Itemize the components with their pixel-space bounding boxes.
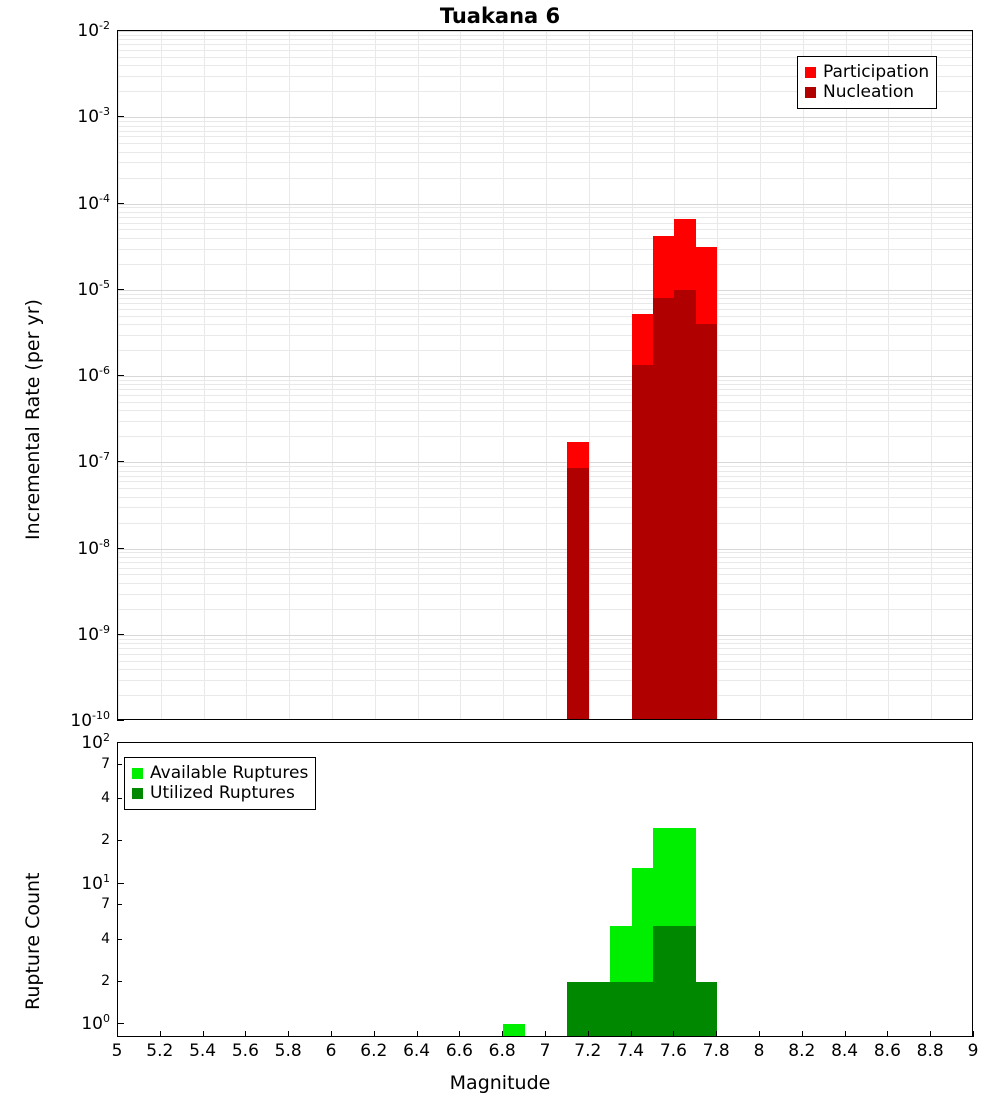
bar-available xyxy=(503,1024,524,1037)
x-axis-tick xyxy=(117,1031,118,1037)
y-axis-tick xyxy=(117,904,122,905)
grid-line-horizontal xyxy=(118,488,972,489)
y-axis-tick xyxy=(117,883,124,884)
bottom-y-axis-label: Rupture Count xyxy=(22,872,44,1010)
x-axis-tick xyxy=(417,1031,418,1037)
x-axis-tick xyxy=(802,1031,803,1037)
y-axis-tick-label: 2 xyxy=(101,973,110,990)
y-axis-tick-label: 4 xyxy=(101,930,110,947)
grid-line-horizontal xyxy=(118,217,972,218)
x-axis-tick xyxy=(288,1031,289,1037)
y-axis-tick-label: $10^{-4}$ xyxy=(77,191,110,214)
x-axis-tick xyxy=(631,1031,632,1037)
x-axis-tick-label: 7.8 xyxy=(702,1041,730,1061)
grid-line-horizontal xyxy=(118,635,972,636)
x-axis-tick-label: 6.4 xyxy=(403,1041,431,1061)
x-axis-tick-label: 8 xyxy=(753,1041,765,1061)
grid-line-vertical xyxy=(246,31,247,719)
x-axis-tick xyxy=(203,1031,204,1037)
grid-line-horizontal xyxy=(118,680,972,681)
grid-line-horizontal xyxy=(118,207,972,208)
x-axis-tick-label: 6 xyxy=(325,1041,337,1061)
y-axis-tick-label: $10^{-9}$ xyxy=(77,622,110,645)
y-axis-tick xyxy=(117,720,124,721)
x-axis-tick-label: 7.6 xyxy=(659,1041,687,1061)
bar-nucleation xyxy=(653,298,674,720)
y-axis-tick xyxy=(117,203,124,204)
grid-line-horizontal xyxy=(118,476,972,477)
grid-line-horizontal xyxy=(118,395,972,396)
grid-line-vertical xyxy=(460,31,461,719)
bar-utilized xyxy=(696,982,717,1037)
y-axis-tick xyxy=(117,548,124,549)
y-axis-tick xyxy=(117,981,122,982)
legend-item xyxy=(805,83,929,102)
x-axis-tick-label: 5.4 xyxy=(189,1041,217,1061)
x-axis-tick-label: 5.8 xyxy=(274,1041,302,1061)
legend-item xyxy=(132,764,308,783)
grid-line-vertical xyxy=(161,31,162,719)
grid-line-horizontal xyxy=(118,568,972,569)
bar-utilized xyxy=(610,982,631,1037)
grid-line-horizontal xyxy=(118,162,972,163)
x-axis-tick xyxy=(930,1031,931,1037)
grid-line-horizontal xyxy=(118,350,972,351)
grid-line-horizontal xyxy=(118,402,972,403)
x-axis-tick-label: 7 xyxy=(539,1041,551,1061)
x-axis-tick-label: 7.2 xyxy=(574,1041,602,1061)
bar-utilized xyxy=(589,982,610,1037)
y-axis-tick-label: $10^2$ xyxy=(81,731,110,753)
grid-line-vertical xyxy=(289,31,290,719)
grid-line-horizontal xyxy=(118,549,972,550)
y-axis-tick xyxy=(117,764,122,765)
grid-line-vertical xyxy=(931,31,932,719)
grid-line-horizontal xyxy=(118,574,972,575)
grid-line-horizontal xyxy=(118,376,972,377)
grid-line-horizontal xyxy=(118,303,972,304)
grid-line-horizontal xyxy=(118,643,972,644)
x-axis-tick-label: 8.6 xyxy=(873,1041,901,1061)
grid-line-horizontal xyxy=(118,594,972,595)
grid-line-horizontal xyxy=(118,50,972,51)
grid-line-horizontal xyxy=(118,264,972,265)
grid-line-vertical xyxy=(589,31,590,719)
grid-line-horizontal xyxy=(118,316,972,317)
grid-line-horizontal xyxy=(118,410,972,411)
bar-nucleation xyxy=(696,324,717,720)
grid-line-horizontal xyxy=(118,44,972,45)
y-axis-tick-label: $10^{-3}$ xyxy=(77,105,110,128)
grid-line-horizontal xyxy=(118,212,972,213)
grid-line-horizontal xyxy=(118,695,972,696)
x-axis-tick xyxy=(588,1031,589,1037)
x-axis-tick xyxy=(759,1031,760,1037)
y-axis-tick xyxy=(117,939,122,940)
grid-line-horizontal xyxy=(118,223,972,224)
x-axis-tick-label: 8.8 xyxy=(916,1041,944,1061)
grid-line-vertical xyxy=(803,31,804,719)
grid-line-horizontal xyxy=(118,31,972,32)
grid-line-vertical xyxy=(846,31,847,719)
y-axis-tick xyxy=(117,289,124,290)
x-axis-tick-label: 6.8 xyxy=(488,1041,516,1061)
legend-label: Nucleation xyxy=(823,82,915,102)
grid-line-horizontal xyxy=(118,507,972,508)
grid-line-horizontal xyxy=(118,131,972,132)
grid-line-horizontal xyxy=(118,583,972,584)
grid-line-horizontal xyxy=(118,249,972,250)
x-axis-tick-label: 6.2 xyxy=(360,1041,388,1061)
legend-label: Utilized Ruptures xyxy=(150,783,295,803)
grid-line-horizontal xyxy=(118,298,972,299)
grid-line-vertical xyxy=(546,31,547,719)
x-axis-tick xyxy=(887,1031,888,1037)
grid-line-horizontal xyxy=(118,466,972,467)
x-axis-tick-label: 5 xyxy=(111,1041,123,1061)
grid-line-horizontal xyxy=(118,380,972,381)
y-axis-tick xyxy=(117,116,124,117)
y-axis-tick xyxy=(117,461,124,462)
grid-line-horizontal xyxy=(118,238,972,239)
bar-utilized xyxy=(567,982,588,1037)
grid-line-horizontal xyxy=(118,557,972,558)
grid-line-horizontal xyxy=(118,126,972,127)
grid-line-vertical xyxy=(717,31,718,719)
grid-line-horizontal xyxy=(118,136,972,137)
x-axis-tick-label: 5.2 xyxy=(146,1041,174,1061)
legend-swatch xyxy=(805,67,816,78)
legend-item xyxy=(132,784,308,803)
legend-label: Available Ruptures xyxy=(150,763,309,783)
grid-line-vertical xyxy=(375,31,376,719)
grid-line-horizontal xyxy=(118,436,972,437)
bar-nucleation xyxy=(567,468,588,720)
grid-line-horizontal xyxy=(118,39,972,40)
grid-line-horizontal xyxy=(118,648,972,649)
y-axis-tick xyxy=(117,1023,124,1024)
grid-line-horizontal xyxy=(118,152,972,153)
grid-line-horizontal xyxy=(118,481,972,482)
y-axis-tick-label: $10^{-2}$ xyxy=(77,19,110,41)
x-axis-tick-label: 6.6 xyxy=(445,1041,473,1061)
grid-line-horizontal xyxy=(118,121,972,122)
grid-line-vertical xyxy=(332,31,333,719)
legend-label: Participation xyxy=(823,62,930,82)
x-axis-tick xyxy=(160,1031,161,1037)
top-y-axis-label: Incremental Rate (per yr) xyxy=(22,299,44,540)
y-axis-tick xyxy=(117,742,124,743)
y-axis-tick-label: 7 xyxy=(101,896,110,913)
y-axis-tick-label: 2 xyxy=(101,832,110,849)
y-axis-tick xyxy=(117,798,122,799)
x-axis-tick xyxy=(545,1031,546,1037)
x-axis-tick-label: 7.4 xyxy=(617,1041,645,1061)
bar-utilized xyxy=(674,926,695,1037)
y-axis-tick-label: $10^{-7}$ xyxy=(77,450,110,473)
grid-line-horizontal xyxy=(118,229,972,230)
grid-line-horizontal xyxy=(118,294,972,295)
legend-swatch xyxy=(805,87,816,98)
grid-line-vertical xyxy=(888,31,889,719)
grid-line-vertical xyxy=(760,31,761,719)
page-title: Tuakana 6 xyxy=(439,4,561,28)
incremental-rate-legend xyxy=(797,56,937,109)
y-axis-tick xyxy=(117,30,124,31)
bar-utilized xyxy=(632,982,653,1037)
rupture-count-legend xyxy=(124,757,316,810)
x-axis-tick-label: 5.6 xyxy=(231,1041,259,1061)
y-axis-tick xyxy=(117,634,124,635)
y-axis-tick-label: $10^{-6}$ xyxy=(77,364,110,386)
y-axis-tick-label: $10^{-5}$ xyxy=(77,277,110,300)
x-axis-tick xyxy=(973,1031,974,1037)
x-axis-label: Magnitude xyxy=(449,1072,551,1094)
x-axis-tick xyxy=(716,1031,717,1037)
x-axis-tick-label: 9 xyxy=(967,1041,979,1061)
grid-line-horizontal xyxy=(118,609,972,610)
grid-line-horizontal xyxy=(118,117,972,118)
grid-line-vertical xyxy=(204,31,205,719)
x-axis-tick xyxy=(502,1031,503,1037)
bar-nucleation xyxy=(632,365,653,720)
x-axis-tick xyxy=(673,1031,674,1037)
grid-line-horizontal xyxy=(118,384,972,385)
y-axis-tick xyxy=(117,840,122,841)
grid-line-horizontal xyxy=(118,639,972,640)
grid-line-horizontal xyxy=(118,335,972,336)
grid-line-horizontal xyxy=(118,462,972,463)
grid-line-horizontal xyxy=(118,669,972,670)
x-axis-tick xyxy=(245,1031,246,1037)
legend-item xyxy=(805,63,929,82)
grid-line-vertical xyxy=(418,31,419,719)
x-axis-tick-label: 8.4 xyxy=(831,1041,859,1061)
grid-line-horizontal xyxy=(118,562,972,563)
grid-line-horizontal xyxy=(118,523,972,524)
grid-line-horizontal xyxy=(118,143,972,144)
grid-line-horizontal xyxy=(118,290,972,291)
grid-line-horizontal xyxy=(118,654,972,655)
grid-line-horizontal xyxy=(118,421,972,422)
grid-line-horizontal xyxy=(118,389,972,390)
legend-swatch xyxy=(132,768,143,779)
grid-line-horizontal xyxy=(118,497,972,498)
grid-line-horizontal xyxy=(118,35,972,36)
grid-line-horizontal xyxy=(118,552,972,553)
grid-line-horizontal xyxy=(118,324,972,325)
x-axis-tick-label: 8.2 xyxy=(788,1041,816,1061)
bar-utilized xyxy=(653,926,674,1037)
grid-line-horizontal xyxy=(118,309,972,310)
grid-line-horizontal xyxy=(118,661,972,662)
bar-nucleation xyxy=(674,290,695,720)
y-axis-tick-label: $10^0$ xyxy=(81,1012,110,1035)
grid-line-vertical xyxy=(503,31,504,719)
grid-line-horizontal xyxy=(118,178,972,179)
grid-line-horizontal xyxy=(118,471,972,472)
y-axis-tick-label: $10^{-8}$ xyxy=(77,536,110,559)
y-axis-tick-label: 4 xyxy=(101,789,110,806)
incremental-rate-plot xyxy=(117,30,973,720)
x-axis-tick xyxy=(374,1031,375,1037)
y-axis-tick-label: $10^{-10}$ xyxy=(70,709,110,731)
x-axis-tick xyxy=(459,1031,460,1037)
x-axis-tick xyxy=(845,1031,846,1037)
y-axis-tick xyxy=(117,375,124,376)
y-axis-tick-label: $10^1$ xyxy=(81,871,110,894)
y-axis-tick-label: 7 xyxy=(101,755,110,772)
legend-swatch xyxy=(132,788,143,799)
x-axis-tick xyxy=(331,1031,332,1037)
grid-line-horizontal xyxy=(118,204,972,205)
